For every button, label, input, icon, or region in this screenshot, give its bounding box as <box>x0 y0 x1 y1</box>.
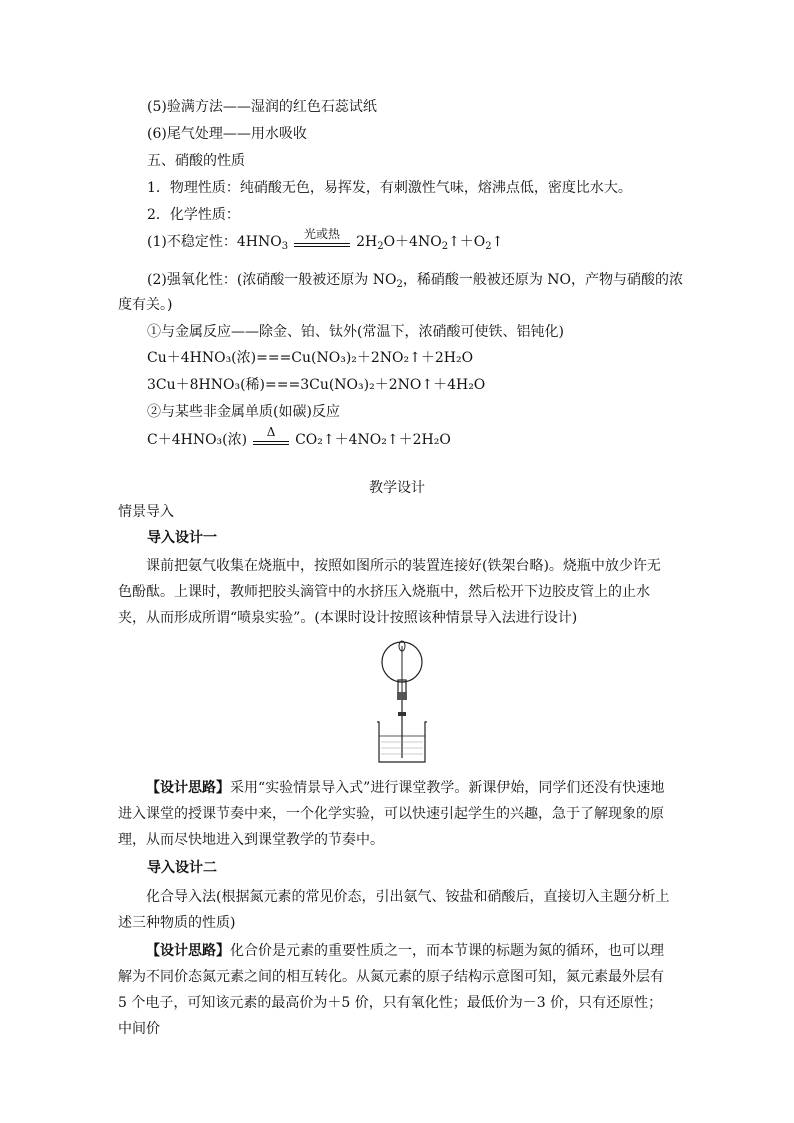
rubber-clip <box>398 712 406 716</box>
line-yanman: (5)验满方法——湿润的红色石蕊试纸 <box>147 99 377 115</box>
line-nonmetal-reaction: ②与某些非金属单质(如碳)反应 <box>147 404 340 420</box>
reaction-condition-heat: Δ <box>251 430 291 450</box>
line-physical: 1．物理性质：纯硝酸无色，易挥发，有刺激性气味，熔沸点低，密度比水大。 <box>147 180 632 196</box>
design1-heading: 导入设计一 <box>147 530 217 546</box>
equation-cu-dilute: 3Cu＋8HNO₃(稀)===3Cu(NO₃)₂＋2NO↑＋4H₂O <box>147 377 486 393</box>
line-instability: (1)不稳定性：$4HNO_3$ 光或热 $2H_2O+4NO_2↑+O_2↑$ <box>147 227 504 252</box>
idea2-paragraph: 【设计思路】化合价是元素的重要性质之一，而本节课的标题为氮的循环，也可以理解为不同价态氮元素之间的相互转化。从氮元素的原子结构示意图可知，氮元素最外层有 5 个电子，可知该元素的最高价为＋5 价，只有氧化性；最低价为－3 价，只有还原性；中间价 <box>118 943 664 1037</box>
idea1-paragraph: 【设计思路】采用“实验情景导入式”进行课堂教学。新课伊始，同学们还没有快速地进入课堂的授课节奏中来，一个化学实验，可以快速引起学生的兴趣，急于了解现象的原理，从而尽快地进入到课堂教学的节奏中。 <box>118 780 665 848</box>
line-weiqi: (6)尾气处理——用水吸收 <box>147 126 307 142</box>
reaction-condition-light-heat: 光或热 <box>292 232 352 252</box>
stopper <box>397 692 407 700</box>
equation-cu-conc: Cu＋4HNO₃(浓)===Cu(NO₃)₂＋2NO₂↑＋2H₂O <box>147 350 474 366</box>
intro-heading: 情景导入 <box>118 504 174 520</box>
fountain-experiment-apparatus <box>367 636 437 766</box>
equation-carbon: C＋4HNO₃(浓) Δ CO₂↑＋4NO₂↑＋2H₂O <box>147 425 451 448</box>
line-metal-reaction: ①与金属反应——除金、铂、钛外(常温下，浓硝酸可使铁、铝钝化) <box>147 324 564 340</box>
design1-paragraph: 课前把氨气收集在烧瓶中，按照如图所示的装置连接好(铁架台略)。烧瓶中放少许无色酚酞。上课时，教师把胶头滴管中的水挤压入烧瓶中，然后松开下边胶皮管上的止水夹，从而形成所谓“喷泉实验”。(本课时设计按照该种情景导入法进行设计) <box>118 558 661 626</box>
design2-paragraph: 化合导入法(根据氮元素的常见价态，引出氨气、铵盐和硝酸后，直接切入主题分析上述三种物质的性质) <box>118 889 670 931</box>
design2-heading: 导入设计二 <box>147 860 217 876</box>
line-oxidizing-a: (2)强氧化性：(浓硝酸一般被还原为 $NO_2$，稀硝酸一般被还原为 NO，产物与硝酸的浓 <box>147 272 684 290</box>
line-chemical: 2．化学性质： <box>147 207 240 223</box>
heading-nitric-acid: 五、硝酸的性质 <box>147 153 245 169</box>
line-oxidizing-b: 度有关。) <box>118 297 173 313</box>
section-title: 教学设计 <box>369 480 425 496</box>
